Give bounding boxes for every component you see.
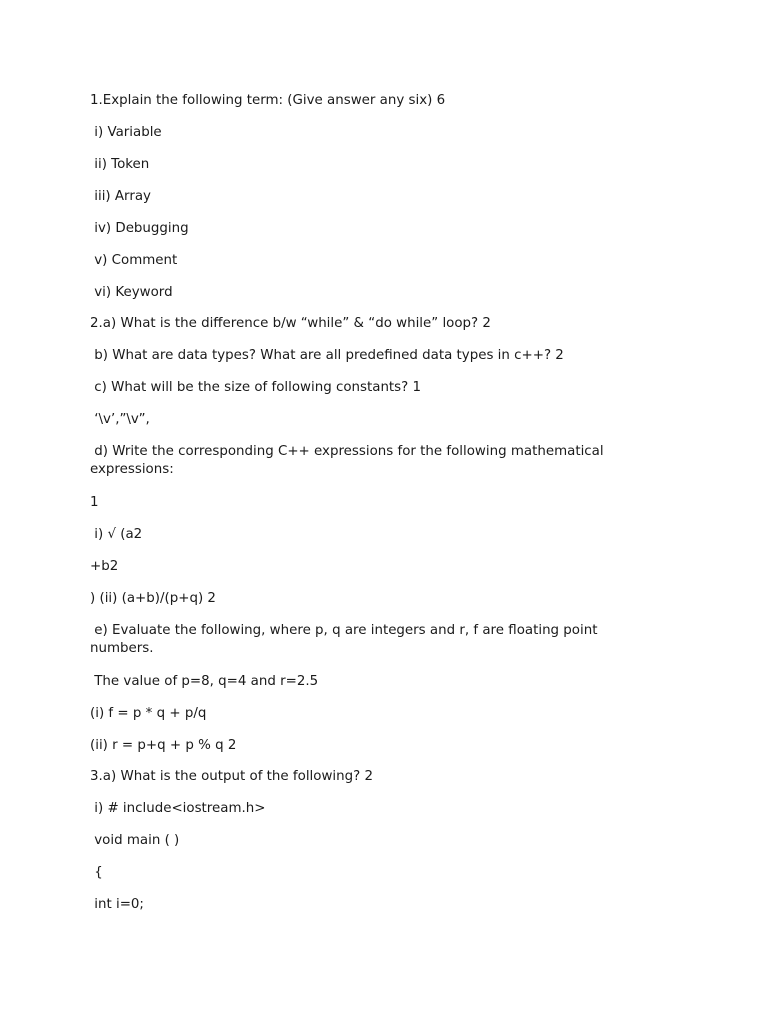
term-comment: v) Comment bbox=[90, 253, 178, 268]
question-2e: e) Evaluate the following, where p, q are integers and r, f are floating point numbers. bbox=[90, 623, 602, 656]
question-2b: b) What are data types? What are all predefined data types in c++? 2 bbox=[90, 348, 564, 363]
marks-line: 1 bbox=[90, 495, 99, 510]
term-debugging: iv) Debugging bbox=[90, 221, 189, 236]
evaluate-ii: (ii) r = p+q + p % q 2 bbox=[90, 738, 237, 753]
question-2a: 2.a) What is the difference b/w “while” & “do while” loop? 2 bbox=[90, 316, 491, 331]
code-open-brace: { bbox=[90, 865, 103, 880]
evaluate-i: (i) f = p * q + p/q bbox=[90, 706, 207, 721]
code-main: void main ( ) bbox=[90, 833, 180, 848]
expression-ii: ) (ii) (a+b)/(p+q) 2 bbox=[90, 591, 216, 606]
term-token: ii) Token bbox=[90, 157, 150, 172]
question-1-heading: 1.Explain the following term: (Give answer any six) 6 bbox=[90, 93, 446, 108]
term-array: iii) Array bbox=[90, 189, 151, 204]
question-2c: c) What will be the size of following constants? 1 bbox=[90, 380, 422, 395]
term-keyword: vi) Keyword bbox=[90, 285, 173, 300]
values-line: The value of p=8, q=4 and r=2.5 bbox=[90, 674, 319, 689]
term-variable: i) Variable bbox=[90, 125, 162, 140]
expression-i: i) √ (a2 bbox=[90, 527, 143, 542]
question-3a: 3.a) What is the output of the following? 2 bbox=[90, 769, 373, 784]
expression-b2: +b2 bbox=[90, 559, 119, 574]
question-2d: d) Write the corresponding C++ expressions for the following mathematical expressions: bbox=[90, 444, 608, 477]
code-include: i) # include<iostream.h> bbox=[90, 801, 266, 816]
code-int-i: int i=0; bbox=[90, 897, 144, 912]
constants-line: ‘\v’,”\v”, bbox=[90, 412, 150, 427]
